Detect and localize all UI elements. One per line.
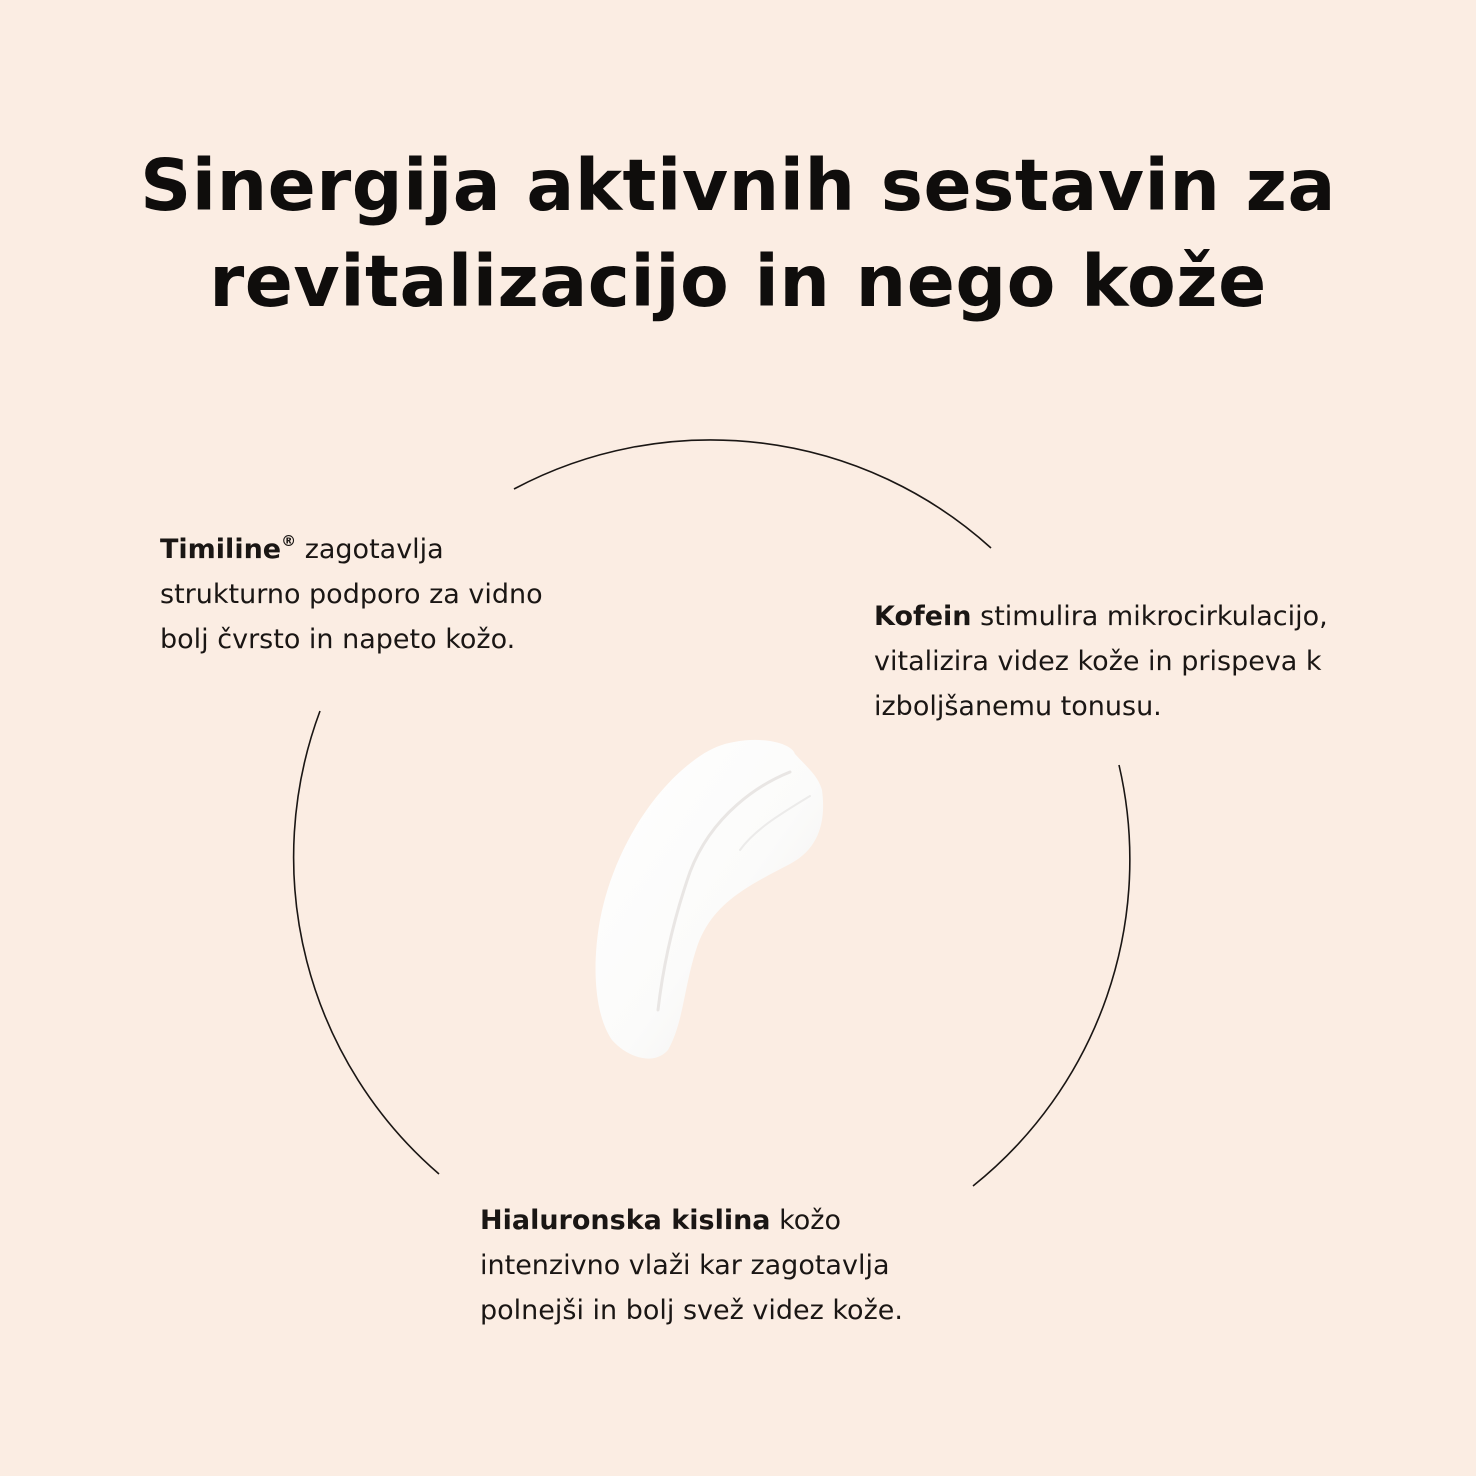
ingredient-desc-line-3: polnejši in bolj svež videz kože. xyxy=(480,1295,903,1326)
ingredient-kofein xyxy=(874,594,1394,729)
cream-swatch-icon xyxy=(596,740,824,1059)
ingredient-desc-line-2: intenzivno vlaži kar zagotavlja xyxy=(480,1250,890,1281)
ingredient-desc-line-1: stimulira mikrocirkulacijo, xyxy=(971,601,1328,632)
ingredient-timiline xyxy=(160,527,610,662)
title-line-2: revitalizacijo in nego kože xyxy=(209,240,1267,323)
ingredient-desc-line-2: vitalizira videz kože in prispeva k xyxy=(874,646,1322,677)
registered-mark: ® xyxy=(281,532,297,550)
ingredient-desc-line-2: strukturno podporo za vidno xyxy=(160,579,543,610)
ingredient-name-kofein: Kofein xyxy=(874,601,972,632)
circle-arc-right xyxy=(973,765,1130,1186)
ingredient-desc-line-1: kožo xyxy=(770,1205,841,1236)
ingredient-desc-line-1: zagotavlja xyxy=(296,534,444,565)
ingredient-name-hialuronska-kislina: Hialuronska kislina xyxy=(480,1205,771,1236)
ingredient-desc-line-3: izboljšanemu tonusu. xyxy=(874,691,1162,722)
ingredient-desc-line-3: bolj čvrsto in napeto kožo. xyxy=(160,624,516,655)
ingredient-hialuronska-kislina xyxy=(480,1198,980,1333)
circle-arc-left xyxy=(294,711,439,1174)
ingredient-name-timiline: Timiline xyxy=(160,534,282,565)
title-line-1: Sinergija aktivnih sestavin za xyxy=(140,144,1336,227)
